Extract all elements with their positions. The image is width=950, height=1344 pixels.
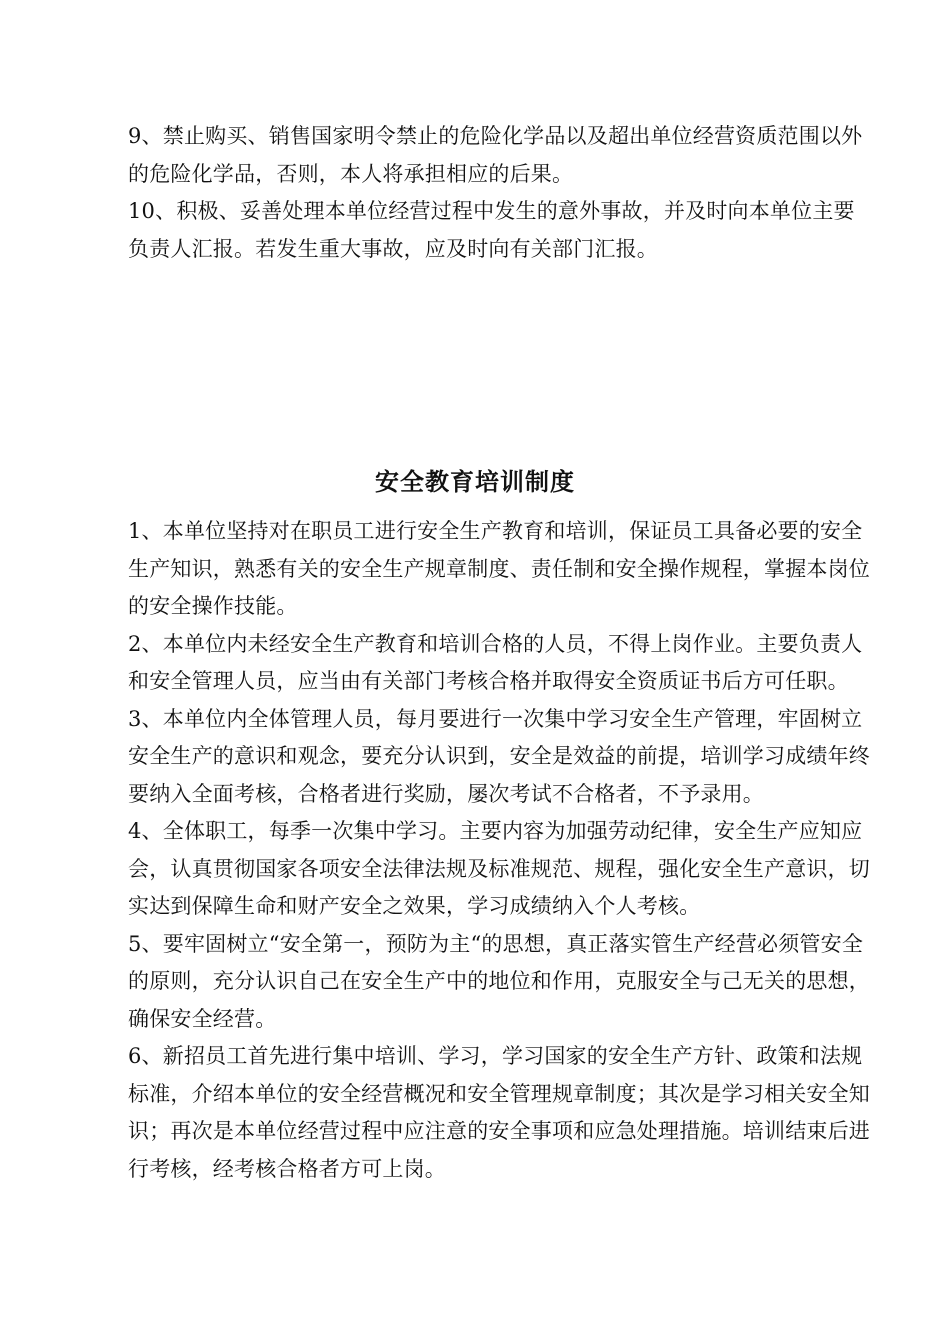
paragraph-item-3: 3、本单位内全体管理人员，每月要进行一次集中学习安全生产管理，牢固树立安全生产的意识和观念，要充分认识到，安全是效益的前提，培训学习成绩年终要纳入全面考核，合格者进行奖励，屡次考试不合格者，不予录用。	[128, 706, 870, 806]
paragraph-item-9: 9、禁止购买、销售国家明令禁止的危险化学品以及超出单位经营资质范围以外的危险化学品，否则，本人将承担相应的后果。	[128, 124, 863, 186]
previous-section-text	[128, 118, 872, 268]
paragraph-item-1: 1、本单位坚持对在职员工进行安全生产教育和培训，保证员工具备必要的安全生产知识，熟悉有关的安全生产规章制度、责任制和安全操作规程，掌握本岗位的安全操作技能。	[128, 519, 870, 618]
paragraph-item-4: 4、全体职工，每季一次集中学习。主要内容为加强劳动纪律，安全生产应知应会，认真贯彻国家各项安全法律法规及标准规范、规程，强化安全生产意识，切实达到保障生命和财产安全之效果，学习成绩纳入个人考核。	[128, 819, 870, 918]
section-title: 安全教育培训制度	[375, 467, 575, 496]
paragraph-item-10: 10、积极、妥善处理本单位经营过程中发生的意外事故，并及时向本单位主要负责人汇报。若发生重大事故，应及时向有关部门汇报。	[128, 199, 855, 261]
paragraph-item-6: 6、新招员工首先进行集中培训、学习，学习国家的安全生产方针、政策和法规标准，介绍本单位的安全经营概况和安全管理规章制度；其次是学习相关安全知识；再次是本单位经营过程中应注意的安全事项和应急处理措施。培训结束后进行考核，经考核合格者方可上岗。	[128, 1044, 870, 1181]
paragraph-item-2: 2、本单位内未经安全生产教育和培训合格的人员，不得上岗作业。主要负责人和安全管理人员，应当由有关部门考核合格并取得安全资质证书后方可任职。	[128, 631, 863, 693]
paragraph-item-5: 5、要牢固树立“安全第一，预防为主“的思想，真正落实管生产经营必须管安全的原则，充分认识自己在安全生产中的地位和作用，克服安全与己无关的思想，确保安全经营。	[128, 931, 870, 1031]
section-body	[128, 513, 872, 1188]
